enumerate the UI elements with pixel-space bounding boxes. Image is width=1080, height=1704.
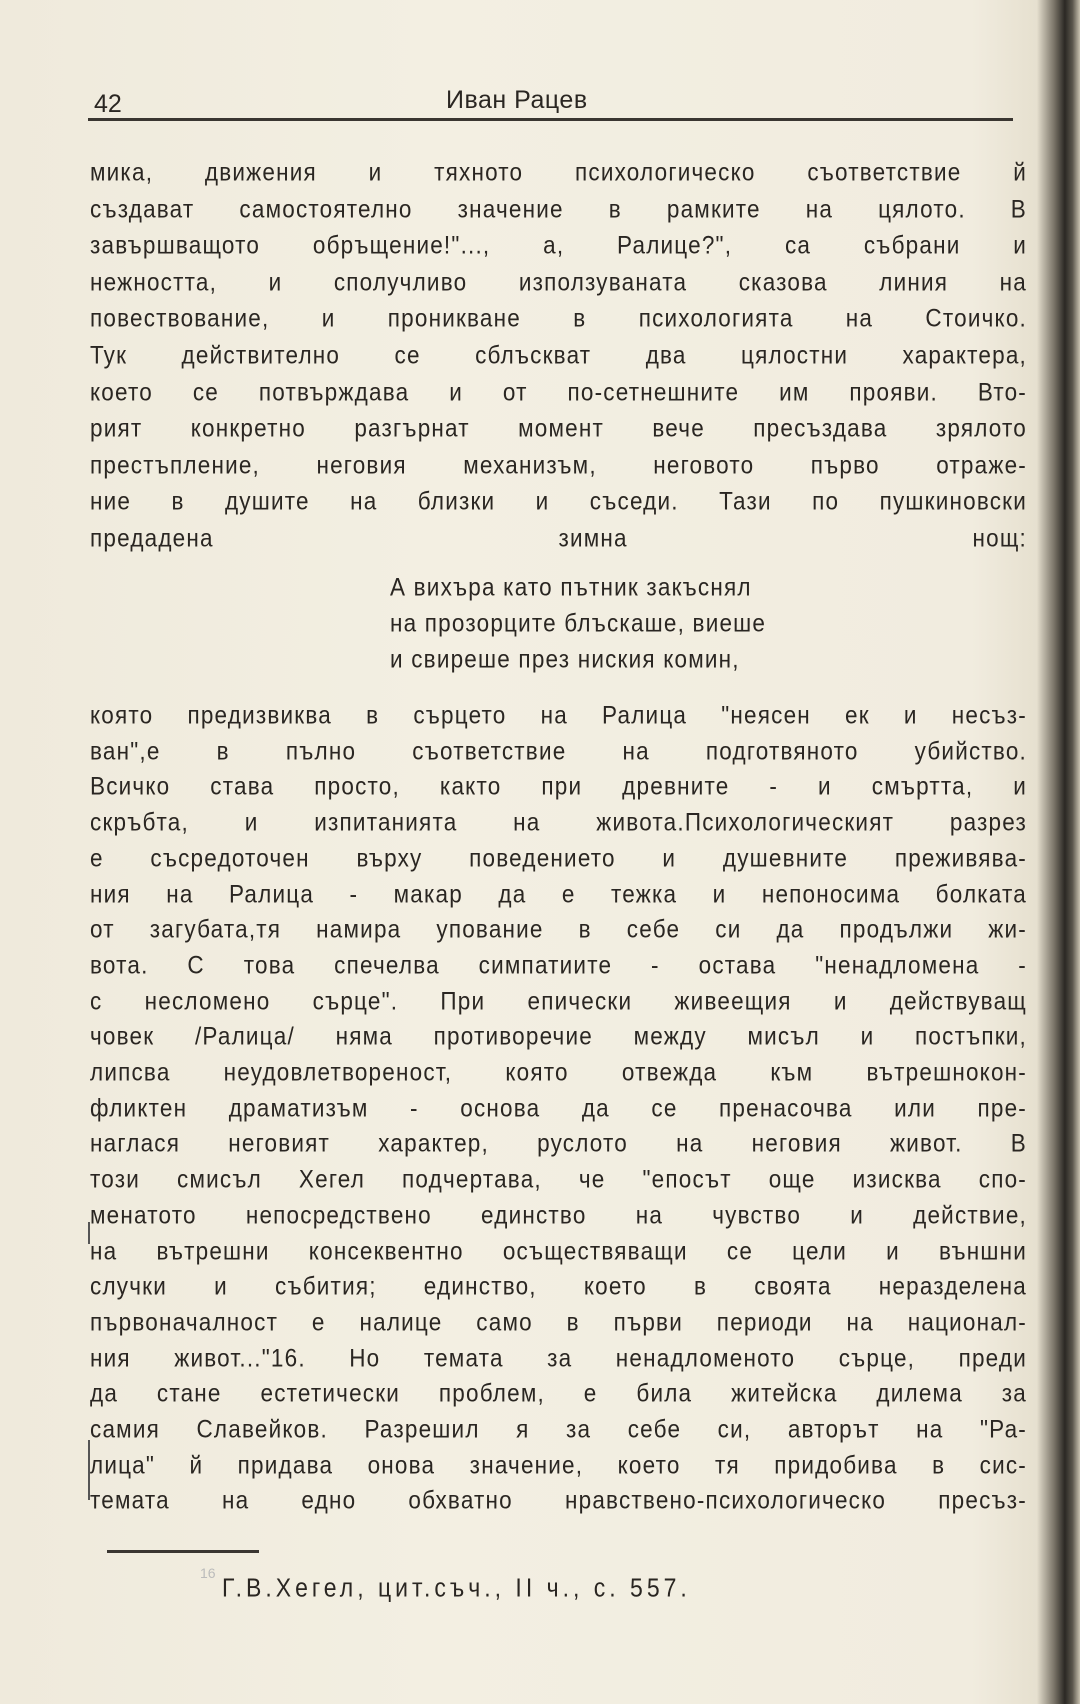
text-line: този смисъл Хегел подчертава, че "епосът още изисква спо-: [90, 1165, 1027, 1194]
text-line: да стане естетически проблем, е била житейска дилема за: [90, 1379, 1027, 1408]
text-line: е съсредоточен върху поведението и душевните преживява-: [90, 843, 1027, 872]
text-line: което се потвърждава и от по-сетнешните им прояви. Вто-: [90, 377, 1027, 406]
text-line: ния живот..."16. Но темата за ненадломеното сърце, преди: [90, 1343, 1027, 1372]
text-line: Всичко става просто, както при древните - и смъртта, и: [90, 772, 1027, 801]
margin-mark: [88, 1440, 90, 1500]
footnote-text: Г.В.Хегел, цит.съч., II ч., с. 557.: [222, 1573, 691, 1603]
text-line: ния на Ралица - макар да е тежка и непоносима болката: [90, 879, 1027, 908]
footnote-rule: [107, 1550, 259, 1553]
text-line: Тук действително се сблъскват два цялостни характера,: [90, 341, 1027, 369]
text-line: рият конкретно разгърнат момент вече пресъздава зрялото: [90, 414, 1027, 443]
text-line: от загубата,тя намира упование в себе си да продължи жи-: [90, 915, 1027, 944]
text-line: ван",е в пълно съответствие на подготвяното убийство.: [90, 736, 1027, 765]
text-line: създават самостоятелно значение в рамките на цялото. В: [90, 194, 1027, 223]
text-line: ние в душите на близки и съседи. Тази по пушкиновски: [90, 487, 1027, 516]
text-line: темата на едно обхватно нравствено-психологическо пресъз-: [90, 1486, 1027, 1515]
text-line: скръбта, и изпитанията на живота.Психологическият разрез: [90, 808, 1027, 837]
text-line: човек /Ралица/ няма противоречие между мисъл и постъпки,: [90, 1022, 1027, 1051]
text-line: повествование, и проникване в психологията на Стоичко.: [90, 304, 1027, 333]
text-line: случки и събития; единство, което в своята неразделена: [90, 1272, 1027, 1301]
text-line: самия Славейков. Разрешил я за себе си, авторът на "Ра-: [90, 1415, 1027, 1443]
text-line: вота. С това спечелва симпатиите - остава "ненадломена -: [90, 950, 1027, 979]
text-line: лица" й придава онова значение, което тя придобива в сис-: [90, 1450, 1027, 1479]
page-number: 42: [94, 90, 122, 118]
text-line: А вихъра като пътник закъснял: [390, 573, 752, 601]
text-line: липсва неудовлетвореност, която отвежда към вътрешнокон-: [90, 1058, 1027, 1086]
text-line: мика, движения и тяхното психологическо съответствие й: [90, 158, 1027, 186]
margin-mark: [88, 1222, 90, 1244]
text-line: и свиреше през ниския комин,: [390, 645, 740, 673]
running-title: Иван Рацев: [446, 86, 588, 114]
text-line: наглася неговият характер, руслото на неговия живот. В: [90, 1129, 1027, 1158]
text-line: менатото непосредствено единство на чувство и действие,: [90, 1200, 1027, 1229]
page-header: [88, 86, 1013, 121]
text-line: престъпление, неговия механизъм, неговото първо отраже-: [90, 450, 1027, 479]
text-line: първоначалност е налице само в първи периоди на национал-: [90, 1307, 1027, 1336]
text-line: на прозорците блъскаше, виеше: [390, 609, 767, 637]
text-line: на вътрешни консеквентно осъществяващи се цели и външни: [90, 1236, 1027, 1265]
text-line: предадена зимна нощ:: [90, 524, 1027, 552]
text-line: завършващото обръщение!"..., а, Ралице?", са събрани и: [90, 231, 1027, 260]
text-line: фликтен драматизъм - основа да се пренасочва или пре-: [90, 1093, 1027, 1122]
text-line: с несломено сърце". При епически живеещия и действуващ: [90, 986, 1027, 1015]
text-line: нежността, и сполучливо използуваната сказова линия на: [90, 267, 1027, 296]
text-line: която предизвиква в сърцето на Ралица "неясен ек и несъз-: [90, 701, 1027, 729]
footnote-marker: 16: [200, 1565, 216, 1581]
